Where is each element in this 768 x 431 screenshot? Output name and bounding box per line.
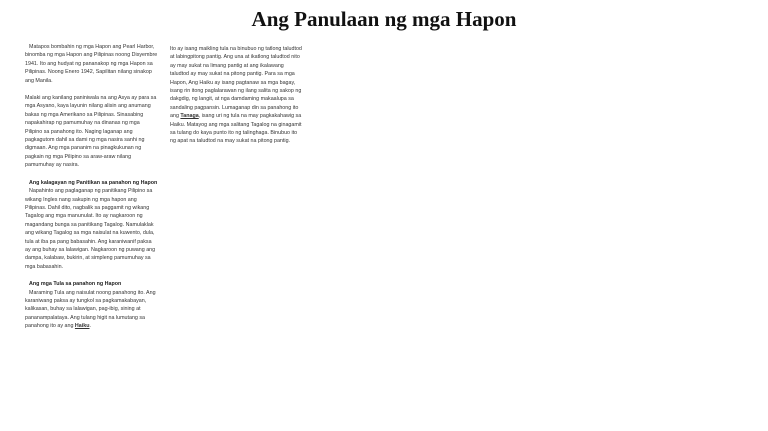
tanaga-term: Tanaga [180, 113, 199, 120]
haiku-paragraph [170, 45, 303, 146]
context-paragraph: Malaki ang kanilang paniniwala na ang Asya ay para sa mga Asyano, kaya layunin nilang alisin ang anumang bakas ng mga Amerikano sa Pilipinas. Sinasabing napakahirap ng pamumuhay na dinanas ng mga Pilipino sa panahong ito. Naging laganap ang pagkagutom dahil sa dami ng mga nasira sanhi ng digmaan. Ang mga pananim na pinagkukunan ng pagkain ng mga Pilipino sa araw-araw nilang pamumuhay ay nasira. [25, 95, 157, 169]
tula-text: Maraming Tula ang naisulat noong panahong ito. Ang karaniwang paksa ay tungkol sa pagkamakabayan, kalikasan, buhay sa lalawigan, pag-ibig, sining at pananampalataya. Ang tulang higit na lumutang sa panahong ito ay ang [25, 289, 156, 330]
page-title: Ang Panulaan ng mga Hapon [251, 7, 517, 31]
section-heading-tula: Ang mga Tula sa panahon ng Hapon [29, 281, 122, 288]
haiku-term: Haiku [74, 323, 90, 330]
tula-text-end: . [89, 323, 91, 330]
left-column [25, 43, 158, 331]
tula-paragraph [25, 289, 158, 331]
haiku-text-end: , isang uri ng tula na may pagkakahawig sa Haiku. Matayog ang mga salitang Tagalog na ginagamit sa tulang do kaya punto ito ng talinghaga. Binubuo ito ng apat na taludtod na may sukat na pitong pantig. [170, 113, 302, 145]
haiku-text: Ito ay isang maikling tula na binubuo ng tatlong taludtod at labingpitong pantig. Ang una at ikatlong taludtod nito ay may sukat na limang pantig at ang ikalawang taludtod ay may sukat na pitong pantig. Para sa mga Hapon, Ang Haiku ay isang pagtanaw sa mga bagay, isang rin itong paglalarawan ng ilang salita ng sakop ng dakgdig, ng langit, at nga damdaming makaalupa sa sandaling pagpansin. Lumaganap din sa panahong ito ang [170, 46, 302, 120]
right-column [170, 45, 303, 146]
section-heading-panitikan: Ang kalagayan ng Panitikan sa panahon ng Hapon [29, 179, 158, 186]
panitikan-paragraph: Napahinto ang paglaganap ng panitikang Pilipino sa wikang Ingles nang sakupin ng mga hapon ang Pilipinas. Dahil dito, nagbalik sa paggamit ng wikang Tagalog ang mga manunulat. Ito ay nagkaroon ng magandang bunga sa panitikang Tagalog. Namulaklak ang wikang Tagalog sa mga naisulat na kuwento, dula, tula at iba pa pang babasahin. Ang karaniwanif paksa ay ang buhay sa lalawigan. Nagkaroon ng puwang ang dampa, kalabaw, bukirin, at simpleng pamumuhay sa mga babasahin. [25, 188, 156, 270]
intro-paragraph: Matapos bombahin ng mga Hapon ang Pearl Harbor, binomba ng mga Hapon ang Pilipinas noong Disyembre 1941. Ito ang hudyat ng pananakop ng mga Hapon sa Pilipinas. Noong Enero 1942, Sapilitan nilang sinakop ang Manila. [25, 44, 158, 84]
